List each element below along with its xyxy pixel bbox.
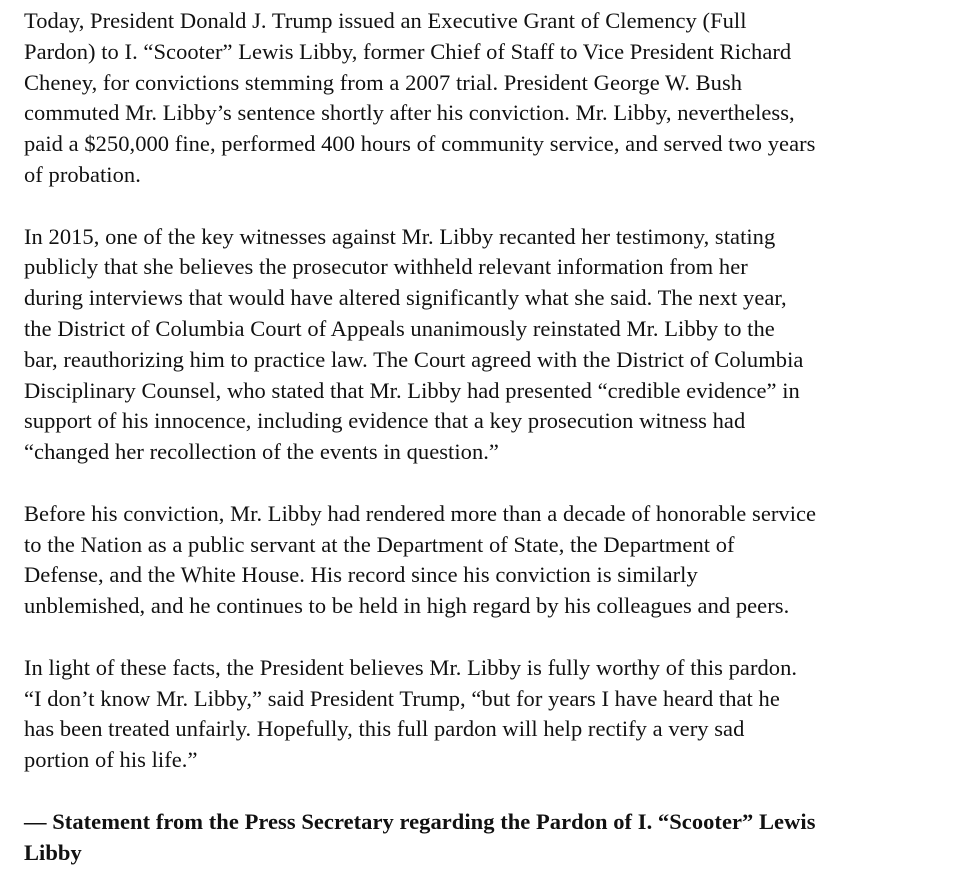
text-line: commuted Mr. Libby’s sentence shortly after his conviction. Mr. Libby, nevertheless, — [24, 100, 795, 126]
text-line: “changed her recollection of the events in question.” — [24, 439, 499, 465]
paragraph-public-service — [24, 499, 954, 622]
text-line: “I don’t know Mr. Libby,” said President Trump, “but for years I have heard that he — [24, 685, 780, 711]
text-line: has been treated unfairly. Hopefully, this full pardon will help rectify a very sad — [24, 716, 745, 742]
text-line: Cheney, for convictions stemming from a 2007 trial. President George W. Bush — [24, 69, 743, 95]
text-line: Disciplinary Counsel, who stated that Mr. Libby had presented “credible evidence” in — [24, 377, 800, 403]
text-line: Defense, and the White House. His record since his conviction is similarly — [24, 562, 698, 588]
text-line: during interviews that would have altered significantly what she said. The next year, — [24, 285, 787, 311]
text-line: Today, President Donald J. Trump issued an Executive Grant of Clemency (Full — [24, 8, 747, 33]
text-line: portion of his life.” — [24, 747, 198, 773]
text-line: publicly that she believes the prosecutor withheld relevant information from her — [24, 254, 748, 280]
text-line: unblemished, and he continues to be held in high regard by his colleagues and peers. — [24, 593, 790, 619]
attribution-line: — Statement from the Press Secretary regarding the Pardon of I. “Scooter” Lewis — [24, 808, 816, 834]
text-line: the District of Columbia Court of Appeals unanimously reinstated Mr. Libby to the — [24, 315, 775, 341]
statement-document — [24, 6, 954, 868]
text-line: paid a $250,000 fine, performed 400 hours of community service, and served two years — [24, 131, 816, 157]
text-line: In 2015, one of the key witnesses against Mr. Libby recanted her testimony, stating — [24, 223, 776, 249]
text-line: support of his innocence, including evidence that a key prosecution witness had — [24, 408, 746, 434]
paragraph-pardon-announcement — [24, 6, 954, 191]
text-line: In light of these facts, the President believes Mr. Libby is fully worthy of this pardon. — [24, 654, 798, 680]
text-line: bar, reauthorizing him to practice law. The Court agreed with the District of Columbia — [24, 346, 804, 372]
statement-attribution — [24, 807, 954, 869]
text-line: Before his conviction, Mr. Libby had rendered more than a decade of honorable service — [24, 500, 817, 526]
paragraph-president-quote — [24, 653, 954, 776]
attribution-line: Libby — [24, 839, 82, 865]
text-line: to the Nation as a public servant at the Department of State, the Department of — [24, 531, 735, 557]
paragraph-recanted-testimony — [24, 222, 954, 468]
text-line: of probation. — [24, 161, 141, 187]
text-line: Pardon) to I. “Scooter” Lewis Libby, former Chief of Staff to Vice President Richard — [24, 38, 792, 64]
